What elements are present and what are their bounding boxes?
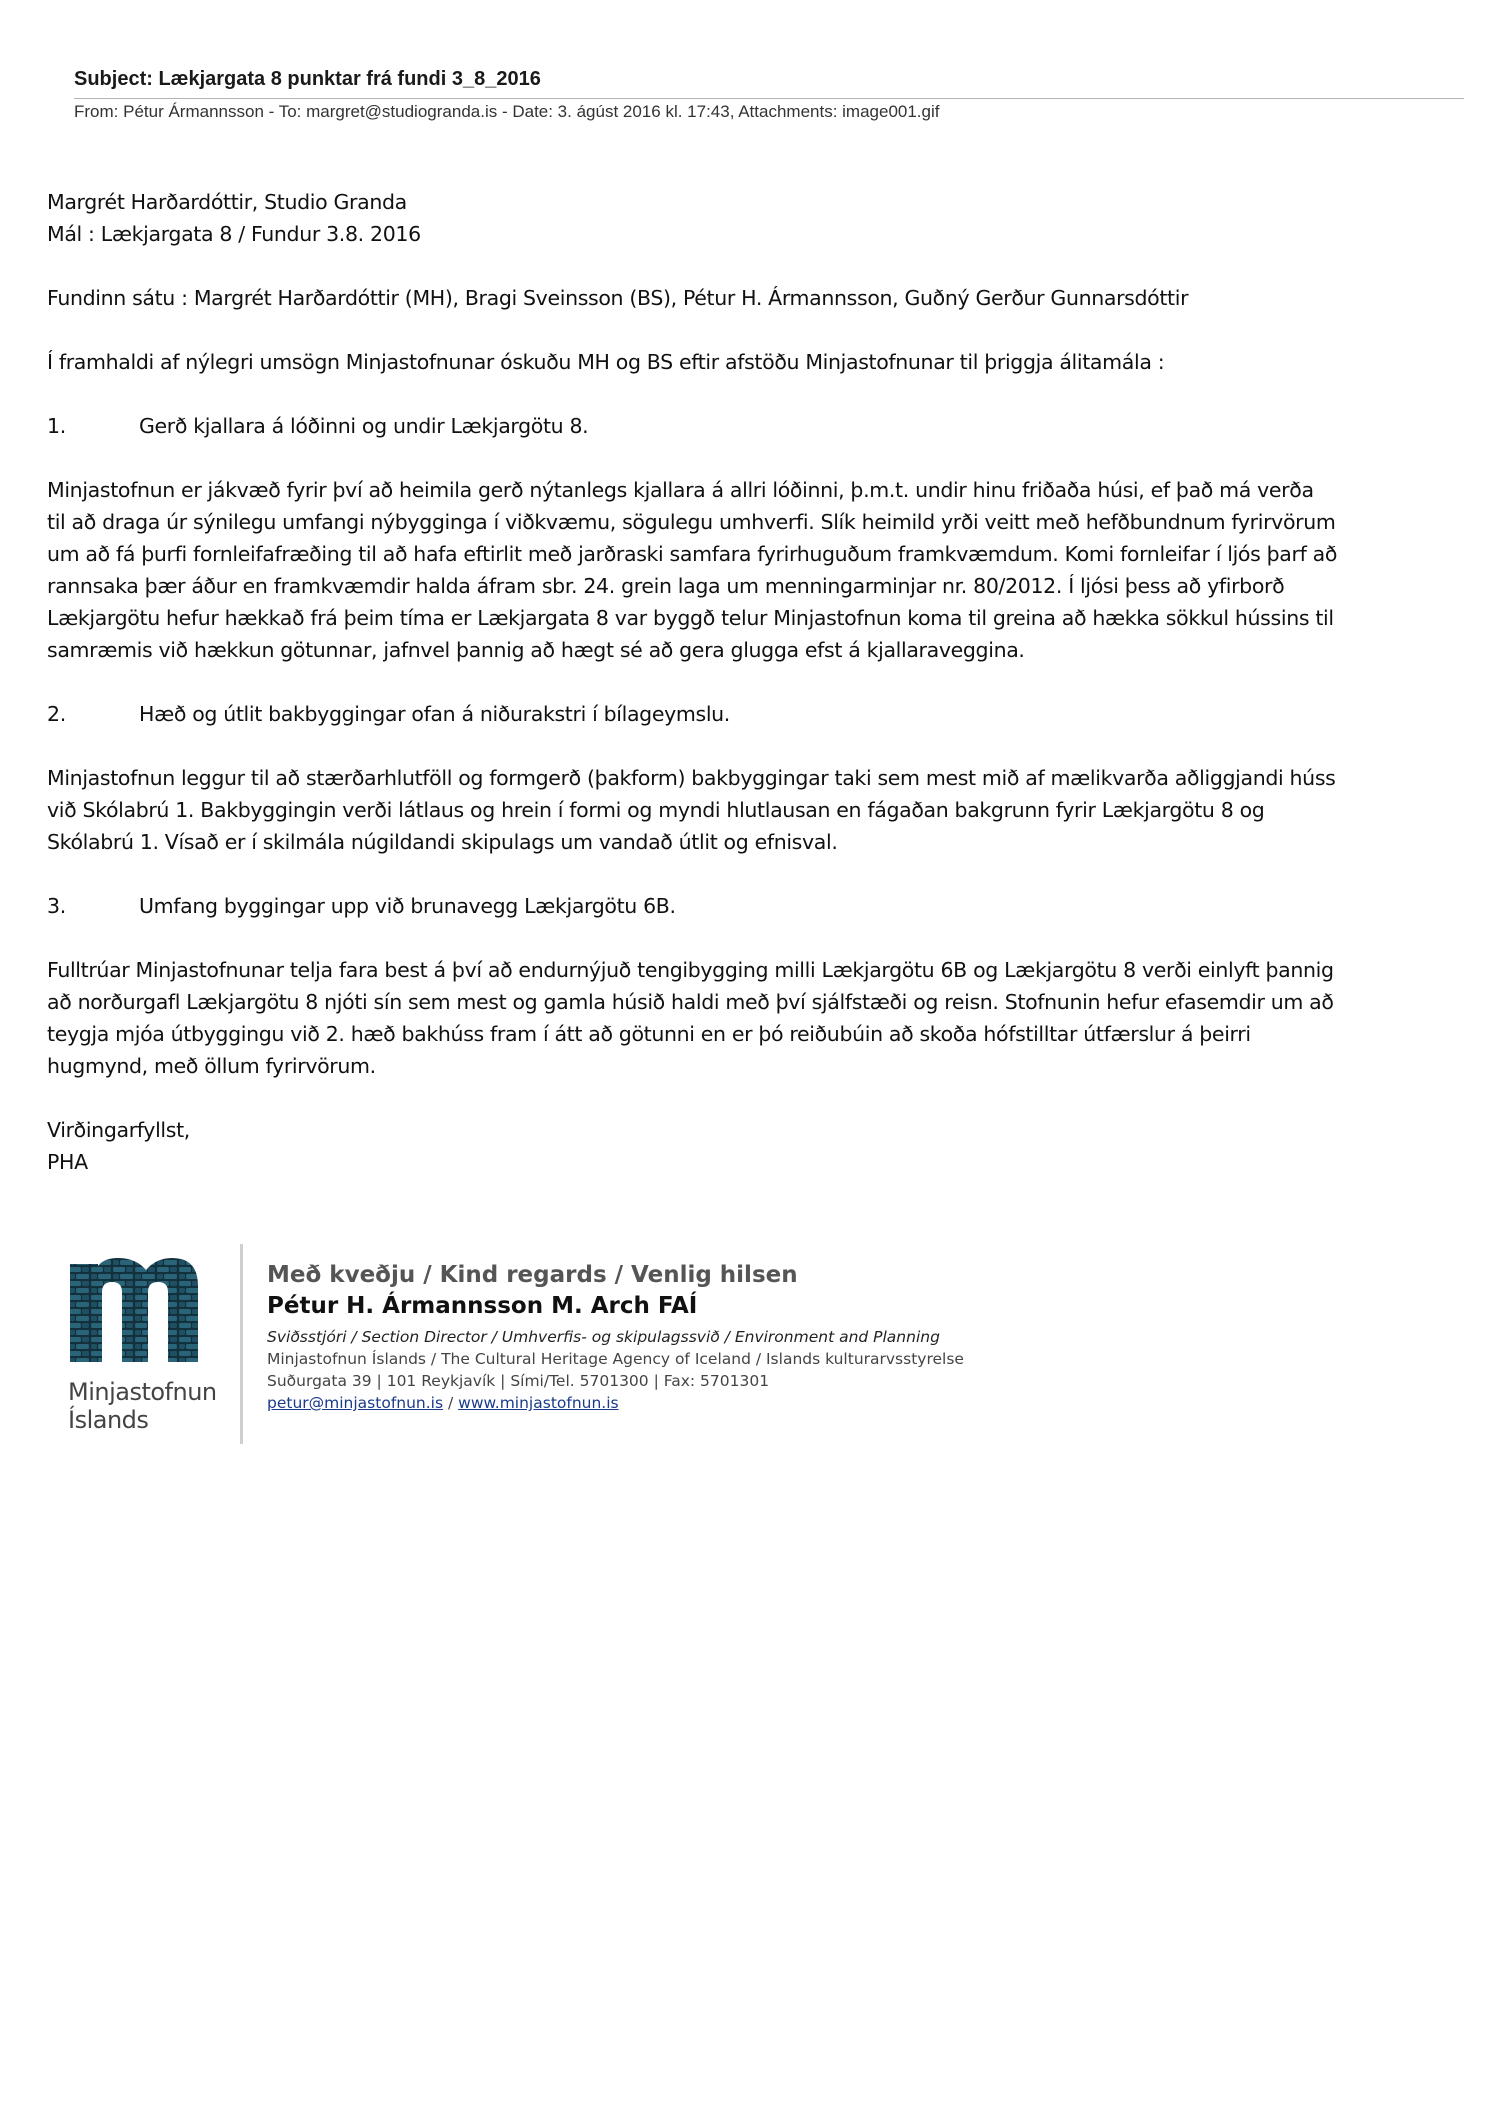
item-number: 1. (47, 414, 66, 438)
closing-line: Virðingarfyllst, (47, 1118, 190, 1142)
email-header (74, 68, 1464, 91)
item-heading-1 (47, 410, 1337, 442)
logo-wordmark (68, 1378, 217, 1434)
item-paragraph-3: Fulltrúar Minjastofnunar telja fara best á því að endurnýjuð tengibygging milli Lækjargötu 6B og Lækjargötu 8 verði einlyft þannig að norðurgafl Lækjargötu 8 njóti sín sem mest og gamla húsið haldi með því sjálfstæði og reisn. Stofnunin hefur efasemdir um að teygja mjóa útbyggingu við 2. hæð bakhúss fram í átt að götunni en er þó reiðubúin að skoða hófstilltar útfærslur á þeirri hugmynd, með öllum fyrirvörum. (47, 958, 1334, 1078)
item-heading-3 (47, 890, 1337, 922)
signature-org: Minjastofnun Íslands / The Cultural Heritage Agency of Iceland / Islands kulturarvsstyrelse (267, 1350, 964, 1368)
item-heading-text: Gerð kjallara á lóðinni og undir Lækjargötu 8. (139, 414, 589, 438)
case-line: Mál : Lækjargata 8 / Fundur 3.8. 2016 (47, 222, 421, 246)
logo-m-icon (68, 1252, 200, 1364)
email-meta: From: Pétur Ármannsson - To: margret@studiogranda.is - Date: 3. ágúst 2016 kl. 17:43, Attachments: image001.gif (74, 102, 940, 121)
item-heading-text: Umfang byggingar upp við brunavegg Lækjargötu 6B. (139, 894, 676, 918)
recipient-line: Margrét Harðardóttir, Studio Granda (47, 190, 407, 214)
signature-name: Pétur H. Ármannsson M. Arch FAÍ (267, 1293, 698, 1319)
logo-text-line2: Íslands (68, 1406, 149, 1434)
item-paragraph-1: Minjastofnun er jákvæð fyrir því að heimila gerð nýtanlegs kjallara á allri lóðinni, þ.m.t. undir hinu friðaða húsi, ef það má verða til að draga úr sýnilegu umfangi nýbygginga í viðkvæmu, sögulegu umhverfi. Slík heimild yrði veitt með hefðbundnum fyrirvörum um að fá þurfi fornleifafræðing til að hafa eftirlit með jarðraski samfara fyrirhuguðum framkvæmdum. Komi fornleifar í ljós þarf að rannsaka þær áður en framkvæmdir halda áfram sbr. 24. grein laga um menningarminjar nr. 80/2012. Í ljósi þess að yfirborð Lækjargötu hefur hækkað frá þeim tíma er Lækjargata 8 var byggð telur Minjastofnun koma til greina að hækka sökkul hússins til samræmis við hækkun götunnar, jafnvel þannig að hægt sé að gera glugga efst á kjallaraveggina. (47, 478, 1338, 662)
item-paragraph-2: Minjastofnun leggur til að stærðarhlutföll og formgerð (þakform) bakbyggingar taki sem mest mið af mælikvarða aðliggjandi húss við Skólabrú 1. Bakbyggingin verði látlaus og hrein í formi og myndi hlutlausan en fágaðan bakgrunn fyrir Lækjargötu 8 og Skólabrú 1. Vísað er í skilmála núgildandi skipulags um vandað útlit og efnisval. (47, 766, 1336, 854)
signature-website-link[interactable]: www.minjastofnun.is (458, 1394, 619, 1412)
signature-address: Suðurgata 39 | 101 Reykjavík | Sími/Tel. 5701300 | Fax: 5701301 (267, 1372, 770, 1390)
email-body (47, 186, 1337, 1178)
signature-text (267, 1260, 964, 1414)
signature-divider (240, 1244, 243, 1444)
initials-line: PHA (47, 1150, 88, 1174)
logo-text-line1: Minjastofnun (68, 1378, 217, 1406)
signature-links (267, 1392, 964, 1414)
links-separator: / (448, 1394, 454, 1412)
item-number: 3. (47, 894, 66, 918)
signature-greeting: Með kveðju / Kind regards / Venlig hilsen (267, 1262, 798, 1288)
minjastofnun-logo (68, 1252, 218, 1442)
attendees-paragraph: Fundinn sátu : Margrét Harðardóttir (MH), Bragi Sveinsson (BS), Pétur H. Ármannsson, Guðný Gerður Gunnarsdóttir (47, 286, 1189, 310)
item-heading-2 (47, 698, 1337, 730)
header-divider (74, 98, 1464, 99)
email-subject: Subject: Lækjargata 8 punktar frá fundi 3_8_2016 (74, 68, 541, 90)
intro-paragraph: Í framhaldi af nýlegri umsögn Minjastofnunar óskuðu MH og BS eftir afstöðu Minjastofnunar til þriggja álitamála : (47, 350, 1165, 374)
item-heading-text: Hæð og útlit bakbyggingar ofan á niðurakstri í bílageymslu. (139, 702, 730, 726)
item-number: 2. (47, 702, 66, 726)
email-signature (68, 1244, 968, 1444)
signature-email-link[interactable]: petur@minjastofnun.is (267, 1394, 444, 1412)
signature-role: Sviðsstjóri / Section Director / Umhverfis- og skipulagssvið / Environment and Planning (267, 1328, 940, 1346)
